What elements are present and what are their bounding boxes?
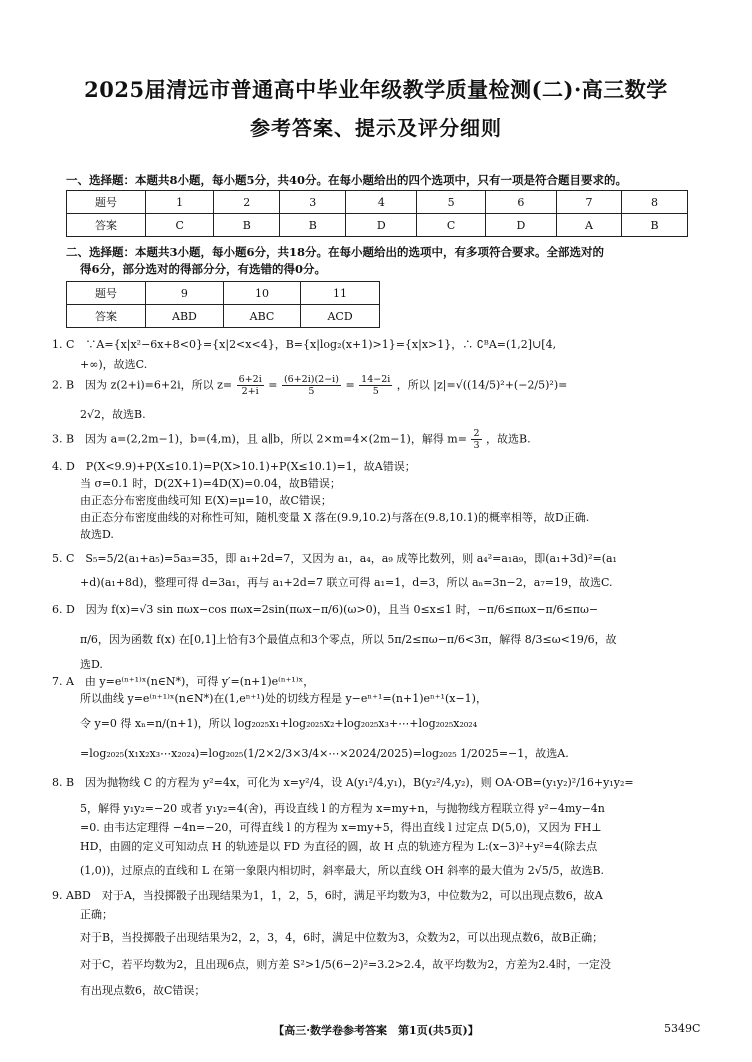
- table-cell: 9: [146, 282, 224, 305]
- table-row: [67, 214, 688, 237]
- fraction-numerator: 14−2i: [361, 374, 391, 385]
- table-cell: 3: [280, 191, 346, 214]
- q3-text-b: ，故选B.: [486, 432, 531, 446]
- table-cell: D: [485, 214, 556, 237]
- q1-line2: +∞)，故选C.: [80, 358, 148, 371]
- q4-line1: 4. D P(X<9.9)+P(X≤10.1)=P(X>10.1)+P(X≤10.1)=1，故A错误；: [52, 460, 416, 473]
- q4-line5: 故选D.: [80, 528, 114, 541]
- q2-text-d: ，所以 |z|=√((14/5)²+(−2/5)²)=: [396, 378, 568, 392]
- q8-line3: =0. 由韦达定理得 −4n=−20，可得直线 l 的方程为 x=my+5，得出直线 l 过定点 D(5,0)，又因为 FH⊥: [80, 821, 602, 834]
- q6-line3: 选D.: [80, 658, 103, 671]
- section1-answer-table: [66, 190, 688, 237]
- table-cell: 6: [485, 191, 556, 214]
- q2-line1: [52, 374, 567, 397]
- table-row: [67, 191, 688, 214]
- table-cell: 11: [301, 282, 380, 305]
- section2-heading-line1: 二、选择题：本题共3小题，每小题6分，共18分。在每小题给出的选项中，有多项符合要求。全部选对的: [66, 245, 605, 259]
- q2-text-a: 2. B 因为 z(2+i)=6+2i，所以 z=: [52, 378, 233, 392]
- q6-line2: π/6，因为函数 f(x) 在[0,1]上恰有3个最值点和3个零点，所以 5π/2≤πω−π/6<3π，解得 8/3≤ω<19/6，故: [80, 633, 617, 646]
- page-title: 2025届清远市普通高中毕业年级教学质量检测(二)·高三数学: [84, 77, 668, 102]
- q2-text-b: =: [268, 378, 278, 392]
- q2-fraction-2: [282, 374, 341, 397]
- q4-line3: 由正态分布密度曲线可知 E(X)=μ=10，故C错误；: [80, 494, 332, 507]
- table-cell: 7: [557, 191, 622, 214]
- fraction-denominator: 5: [308, 386, 315, 397]
- table-cell: B: [214, 214, 280, 237]
- table-cell: D: [346, 214, 417, 237]
- q2-fraction-1: [237, 374, 264, 397]
- q2-text-c: =: [345, 378, 355, 392]
- table-cell: 10: [223, 282, 300, 305]
- fraction-denominator: 5: [372, 386, 379, 397]
- row-label: 答案: [67, 305, 146, 328]
- q5-line1: 5. C S₅=5/2(a₁+a₅)=5a₃=35，即 a₁+2d=7，又因为 a₁，a₄，a₉ 成等比数列，则 a₄²=a₁a₉，即(a₁+3d)²=(a₁: [52, 552, 617, 565]
- q2-line2: 2√2，故选B.: [80, 408, 146, 421]
- table-cell: 8: [621, 191, 687, 214]
- q1-line1: 1. C ∵A={x|x²−6x+8<0}={x|2<x<4}，B={x|log₂(x+1)>1}={x|x>1}，∴ ∁ᴮA=(1,2]∪[4,: [52, 338, 557, 351]
- q9-line3: 对于B，当投掷骰子出现结果为2，2，3，4，6时，满足中位数为3，众数为2，可以出现点数6，故B正确；: [80, 931, 604, 944]
- q7-line3: 令 y=0 得 xₙ=n/(n+1)，所以 log₂₀₂₅x₁+log₂₀₂₅x₂+log₂₀₂₅x₃+⋯+log₂₀₂₅x₂₀₂₄: [80, 717, 478, 730]
- table-cell: A: [557, 214, 622, 237]
- table-row: [67, 305, 380, 328]
- section1-heading: 一、选择题：本题共8小题，每小题5分，共40分。在每小题给出的四个选项中，只有一项是符合题目要求的。: [66, 173, 628, 187]
- q7-line4: =log₂₀₂₅(x₁x₂x₃⋯x₂₀₂₄)=log₂₀₂₅(1/2×2/3×3/4×⋯×2024/2025)=log₂₀₂₅ 1/2025=−1，故选A.: [80, 747, 569, 760]
- table-cell: B: [621, 214, 687, 237]
- q6-line1: 6. D 因为 f(x)=√3 sin πωx−cos πωx=2sin(πωx−π/6)(ω>0)，且当 0≤x≤1 时，−π/6≤πωx−π/6≤πω−: [52, 603, 599, 616]
- fraction-denominator: 3: [473, 440, 480, 451]
- table-cell: 2: [214, 191, 280, 214]
- fraction-numerator: 6+2i: [238, 374, 262, 385]
- page-subtitle: 参考答案、提示及评分细则: [250, 116, 502, 140]
- q8-line4: HD，由圆的定义可知动点 H 的轨迹是以 FD 为直径的圆，故 H 点的轨迹方程为 L:(x−3)²+y²=4(除去点: [80, 840, 598, 853]
- table-row: [67, 282, 380, 305]
- table-cell: ABD: [146, 305, 224, 328]
- document-code: 5349C: [664, 1022, 701, 1035]
- row-label: 题号: [67, 282, 146, 305]
- table-cell: 1: [146, 191, 214, 214]
- q3-fraction: [471, 428, 481, 451]
- fraction-numerator: 2: [473, 428, 480, 439]
- q9-line5: 有出现点数6，故C错误；: [80, 984, 206, 997]
- fraction-denominator: 2+i: [241, 386, 259, 397]
- row-label: 答案: [67, 214, 146, 237]
- q3-line1: [52, 428, 531, 451]
- table-cell: B: [280, 214, 346, 237]
- q4-line4: 由正态分布密度曲线的对称性可知，随机变量 X 落在(9.9,10.2)与落在(9.8,10.1)的概率相等，故D正确.: [80, 511, 590, 524]
- table-cell: ABC: [223, 305, 300, 328]
- row-label: 题号: [67, 191, 146, 214]
- section2-heading-line2: 得6分，部分选对的得部分分，有选错的得0分。: [80, 262, 327, 276]
- q9-line2: 正确；: [80, 908, 113, 921]
- table-cell: C: [146, 214, 214, 237]
- q3-text-a: 3. B 因为 a=(2,2m−1)，b=(4,m)，且 a∥b，所以 2×m=4×(2m−1)，解得 m=: [52, 432, 467, 446]
- q7-line1: 7. A 由 y=e⁽ⁿ⁺¹⁾ˣ(n∈N*)，可得 y′=(n+1)e⁽ⁿ⁺¹⁾ˣ，: [52, 675, 315, 688]
- table-cell: ACD: [301, 305, 380, 328]
- q2-fraction-3: [359, 374, 392, 397]
- page-footer: 【高三·数学卷参考答案 第1页(共5页)】: [273, 1024, 479, 1037]
- table-cell: 4: [346, 191, 417, 214]
- table-cell: 5: [417, 191, 485, 214]
- q5-line2: +d)(a₁+8d)，整理可得 d=3a₁，再与 a₁+2d=7 联立可得 a₁=1，d=3，所以 aₙ=3n−2，a₇=19，故选C.: [80, 576, 613, 589]
- q7-line2: 所以曲线 y=e⁽ⁿ⁺¹⁾ˣ(n∈N*)在(1,eⁿ⁺¹)处的切线方程是 y−eⁿ⁺¹=(n+1)eⁿ⁺¹(x−1)，: [80, 692, 487, 705]
- q8-line1: 8. B 因为抛物线 C 的方程为 y²=4x，可化为 x=y²/4，设 A(y₁²/4,y₁)，B(y₂²/4,y₂)，则 OA·OB=(y₁y₂)²/16+y₁y₂=: [52, 776, 634, 789]
- q4-line2: 当 σ=0.1 时，D(2X+1)=4D(X)=0.04，故B错误；: [80, 477, 341, 490]
- fraction-numerator: (6+2i)(2−i): [283, 374, 339, 385]
- q8-line2: 5，解得 y₁y₂=−20 或者 y₁y₂=4(舍)，再设直线 l 的方程为 x=my+n，与抛物线方程联立得 y²−4my−4n: [80, 802, 605, 815]
- q8-line5: (1,0))，过原点的直线和 L 在第一象限内相切时，斜率最大，所以直线 OH 斜率的最大值为 2√5/5，故选B.: [80, 864, 605, 877]
- q9-line4: 对于C，若平均数为2，且出现6点，则方差 S²>1/5(6−2)²=3.2>2.4，故平均数为2，方差为2.4时，一定没: [80, 958, 611, 971]
- q9-line1: 9. ABD 对于A，当投掷骰子出现结果为1，1，2，5，6时，满足平均数为3，中位数为2，可以出现点数6，故A: [52, 889, 603, 902]
- section2-answer-table: [66, 281, 380, 328]
- table-cell: C: [417, 214, 485, 237]
